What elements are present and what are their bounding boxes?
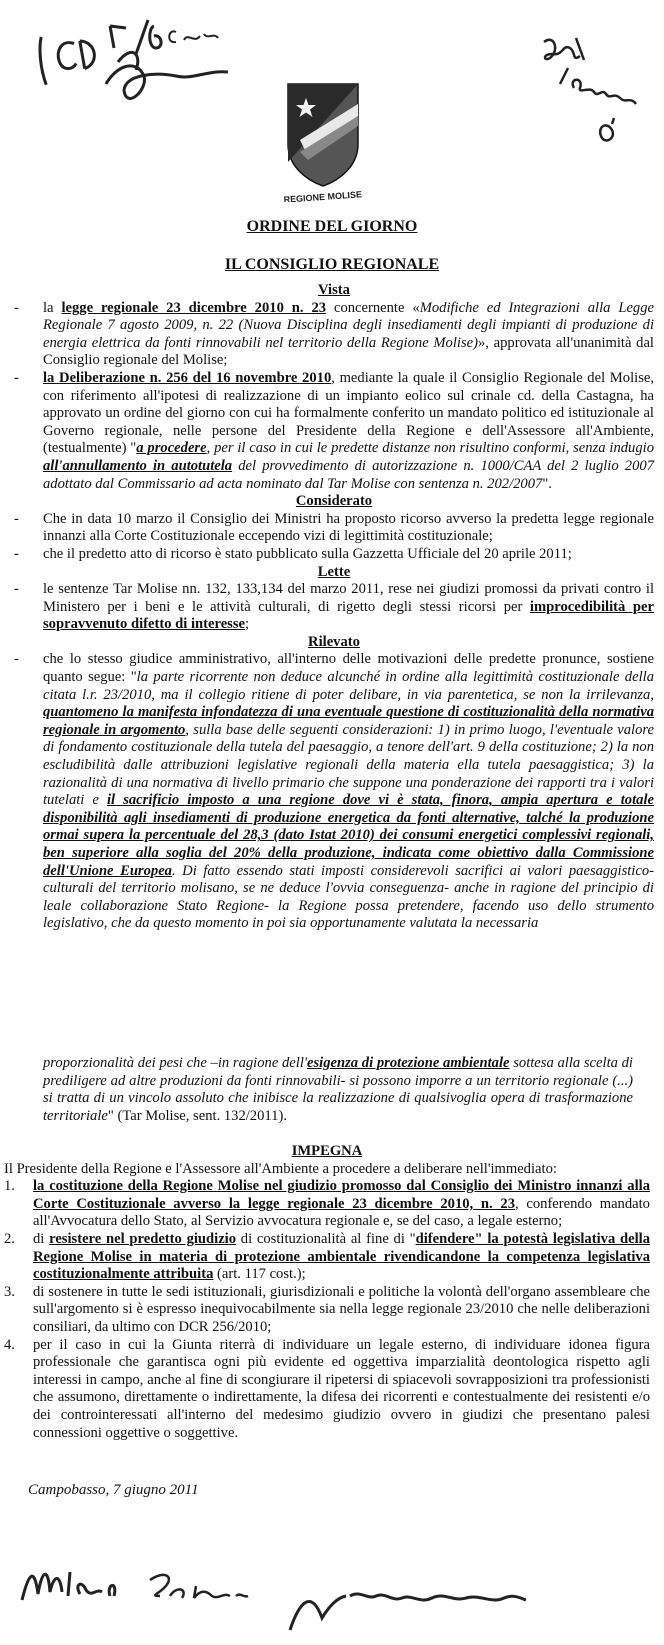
document-title: ORDINE DEL GIORNO — [246, 218, 418, 235]
handwritten-note-right — [540, 32, 650, 156]
vista-item-deliberation: - la Deliberazione n. 256 del 16 novembre 2010, mediante la quale il Consiglio Regionale del Molise, con riferimento all'ipotesi di realizzazione di un impianto eolico sul crinale cd. della Castagna, ha approvato un ordine del giorno con cui ha formalmente conferito un mandato politico ed istituzionale al Governo regionale, nelle persone del Presidente della Regione e dell'Assessore all'Ambiente, (testualmente) "a procedere, per il caso in cui le predette distanze non risultino conformi, senza indugio all'annullamento in autotutela del provvedimento di autorizzazione n. 1000/CAA del 2 luglio 2007 adottato dal Commissario ad acta nominato dal Tar Molise con sentenza n. 202/2007". — [14, 369, 654, 492]
impegna-item: 3. di sostenere in tutte le sedi istituzionali, giurisdizionali e politiche la volontà dell'organo assembleare che sull'argomento si è espresso inequivocabilmente sia nella legge regionale 23/2010 che nelle deliberazioni consiliari, da ultimo con DCR 256/2010; — [4, 1283, 650, 1335]
considerato-item: - che il predetto atto di ricorso è stato pubblicato sulla Gazzetta Ufficiale del 20 aprile 2011; — [14, 545, 572, 562]
rilevato-item: - che lo stesso giudice amministrativo, all'interno delle motivazioni delle predette pronunce, sostiene quanto segue: "la parte ricorrente non deduce alcunché in ordine alla legittimità costituzionale della citata l.r. 23/2010, ma il collegio ritiene di poter delibare, in via parentetica, se non la irrilevanza, quantomeno la manifesta infondatezza di una eventuale questione di costituzionalità della normativa regionale in argomento, sulla base delle seguenti considerazioni: 1) in primo luogo, l'eventuale valore di fondamento costituzionale della tutela del paesaggio, a tenore dell'art. 9 della costituzione; 2) la non escludibilità dalle attribuzioni legislative regionali della materia ella tutela paesaggistica; 3) la razionalità di una normativa di livello primario che suppone una ponderazione dei rapporti tra i valori tutelati e il sacrificio imposto a una regione dove vi è stata, finora, ampia apertura e totale disponibilità agli insediamenti di produzione energetica da fonti alternative, talché la produzione ormai supera la percentuale del 28,3 (dato Istat 2010) dei consumi energetici complessivi regionali, ben superiore alla soglia del 20% della produzione, indicata come obiettivo dalla Commissione dell'Unione Europea. Di fatto essendo stati imposti considerevoli sacrifici ai valori paesaggistico-culturali del territorio molisano, se ne deduce l'ovvia conseguenza- anche in ragione del principio di leale collaborazione Stato Regione- la Regione possa pretendere, facendo uso dello strumento legislativo, che da questo momento in poi sia opportunamente valutata la necessaria — [14, 651, 654, 932]
regione-molise-emblem — [260, 82, 390, 202]
section-heading-vista: Vista — [318, 282, 350, 298]
handwritten-signatures-bottom — [0, 1500, 664, 1645]
impegna-item: 4. per il caso in cui la Giunta riterrà di individuare un legale esterno, di individuare idonea figura professionale che garantisca ogni più evidente ed oggettiva imparzialità deontologica rispetto agli interessi in campo, anche al fine di scongiurare il ripetersi di spiacevoli sovrapposizioni tra professionisti che assumono, direttamente o indirettamente, la difesa dei ricorrenti e contestualmente dei resistenti e/o dei controinteressati all'interno del medesimo giudizio ovvero in giudizi che presentano palesi connessioni oggettive o soggettive. — [4, 1336, 650, 1441]
lette-item: - le sentenze Tar Molise nn. 132, 133,134 del marzo 2011, rese nei giudizi promossi da privati contro il Ministero per i beni e le attività culturali, di rigetto degli stessi ricorsi per improcedibilità per sopravvenuto difetto di interesse; — [14, 581, 654, 633]
impegna-section — [4, 1143, 650, 1442]
impegna-intro: Il Presidente della Regione e l'Assessore all'Ambiente a procedere a deliberare nell'immediato: — [4, 1160, 557, 1177]
impegna-item: 2. di resistere nel predetto giudizio di costituzionalità al fine di "difendere" la potestà legislativa della Regione Molise in materia di protezione ambientale rivendicandone la competenza legislativa costituzionalmente attribuita (art. 117 cost.); — [4, 1230, 650, 1283]
impegna-item: 1. la costituzione della Regione Molise nel giudizio promosso dal Consiglio dei Ministro innanzi alla Corte Costituzionale avverso la legge regionale 23 dicembre 2010, n. 23, conferendo mandato all'Avvocatura dello Stato, al Servizio avvocatura regionale e, se del caso, a legale esterno; — [4, 1178, 650, 1230]
handwritten-signature-top — [96, 14, 246, 118]
document-subtitle: IL CONSIGLIO REGIONALE — [224, 256, 440, 273]
section-heading-lette: Lette — [317, 563, 351, 580]
continuation-paragraph: proporzionalità dei pesi che –in ragione dell'esigenza di protezione ambientale sottesa alla scelta di prediligere ad altre produzioni da fonti rinnovabili- si possono imporre a un territorio regionale (...) si tratta di un vincolo assoluto che inibisce la realizzazione di qualsivoglia opera di trasformazione territoriale" (Tar Molise, sent. 132/2011). — [43, 1055, 633, 1124]
vista-item-law: - la legge regionale 23 dicembre 2010 n. 23 concernente «Modifiche ed Integrazioni alla Legge Regionale 7 agosto 2009, n. 22 (Nuova Disciplina degli insediamenti degli impianti di produzione di energia elettrica da fonti rinnovabili nel territorio della Regione Molise)», approvata all'unanimità dal Consiglio regionale del Molise; — [14, 299, 654, 369]
section-heading-impegna: IMPEGNA — [291, 1143, 363, 1159]
place-and-date: Campobasso, 7 giugno 2011 — [28, 1482, 199, 1498]
emblem-caption: REGIONE MOLISE — [283, 189, 363, 202]
section-heading-rilevato: Rilevato — [308, 633, 360, 650]
considerato-item: - Che in data 10 marzo il Consiglio dei Ministri ha proposto ricorso avverso la predetta legge regionale innanzi alla Corte Costituzionale eccependo vizi di legittimità costituzionale; — [14, 510, 654, 545]
document-body — [14, 282, 654, 933]
section-heading-considerato: Considerato — [295, 493, 373, 510]
quotation-continuation — [43, 1055, 633, 1125]
